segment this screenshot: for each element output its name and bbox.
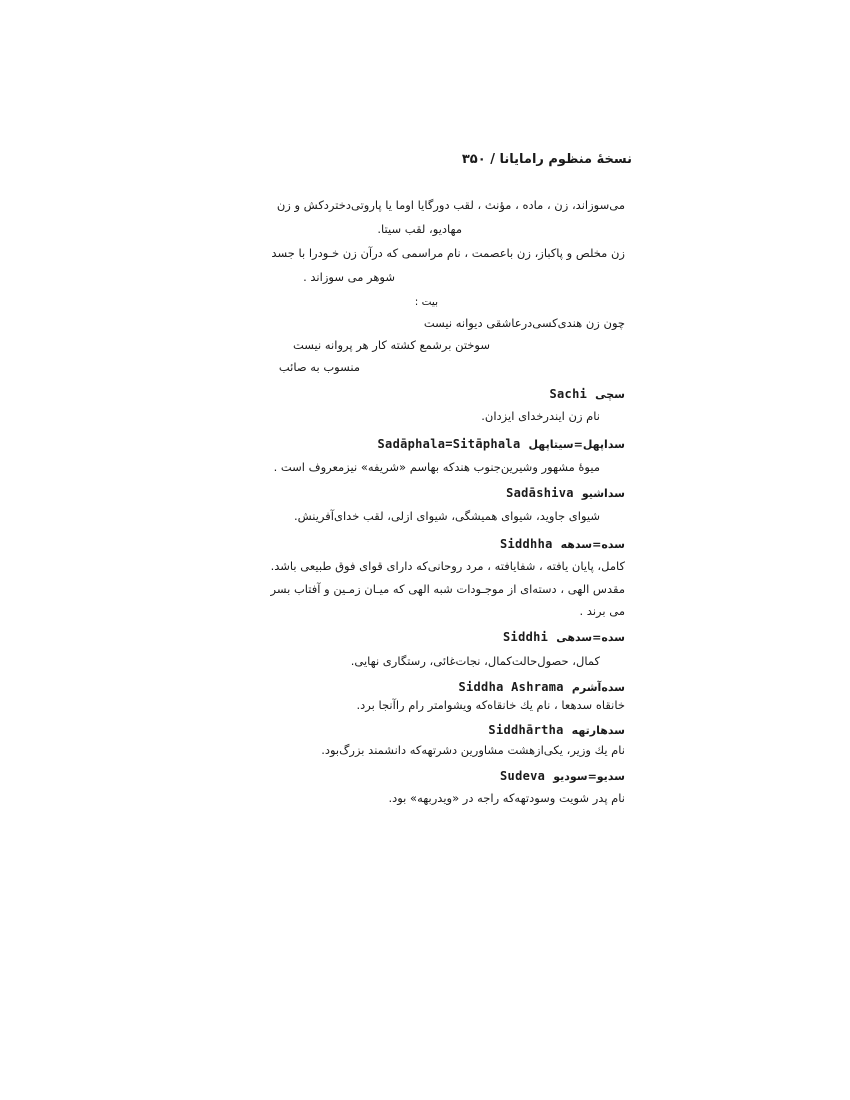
verse-line-2: سوختن برشمع کشته کار هر پروانه نیست [293,338,490,352]
entry-latin: Siddhi [503,630,549,644]
intro-line: شوهر می سوزاند . [303,270,395,284]
verse-line-1: چون زن هندی‌کسی‌درعاشقی دیوانه نیست [423,316,625,330]
entry-latin: Sachi [549,387,588,401]
verse-attribution: منسوب به صائب [278,360,360,374]
entry-persian: سچی [595,388,625,401]
entry-heading [378,437,625,451]
intro-line: زن مخلص و پاکباز، زن باعصمت ، نام مراسمی که درآن زن خـودرا با جسد [271,246,625,260]
entry-persian: سداشیو [581,487,625,500]
entry-persian: سده=سدهی [556,631,625,644]
entry-line: شیوای جاوید، شیوای همیشگی، شیوای ازلی، لقب خدای‌آفرینش. [293,509,600,523]
entry-latin: Sudeva [500,769,546,783]
entry-persian: سدیو=سودیو [553,770,625,783]
entry-heading [500,537,625,551]
entry-latin: Sadāphala=Sitāphala [377,437,521,451]
entry-heading [503,630,625,644]
entry-persian: سده‌آشرم [571,681,625,694]
entry-heading [506,486,625,500]
entry-line: نام زن ایندرخدای ایزدان. [481,409,600,423]
entry-line: نام یك وزیر، یکی‌ازهشت مشاورین دشرتهه‌که دانشمند بزرگ‌بود. [321,743,625,757]
entry-line: کامل، پایان یافته ، شفایافته ، مرد روحانی‌که دارای قوای فوق طبیعی باشد. [270,559,625,573]
entry-line: نام پدر شویت وسودتهه‌که راجه در «ویدربهه» بود. [388,791,625,805]
entry-persian: سده=سدهه [560,538,625,551]
entry-persian: سدهارتهه [571,724,625,737]
entry-line: مقدس الهی ، دسته‌ای از موجـودات شبه الهی که میـان زمـین و آفتاب بسر [270,582,625,596]
entry-heading [550,387,626,401]
entry-line: کمال، حصول‌حالت‌کمال، نجات‌غائی، رستگاری نهایی. [350,654,600,668]
entry-latin: Siddhārtha [488,723,564,737]
entry-heading [488,723,625,737]
entry-heading [500,769,625,783]
entry-latin: Siddhha [499,537,553,551]
entry-persian: سداپهل=سیتاپهل [528,438,625,451]
verse-label: بیت : [414,296,438,308]
entry-heading [458,680,625,694]
page-header: نسخهٔ منظوم رامایانا / ۳۵۰ [461,152,632,167]
entry-latin: Sadāshiva [506,486,574,500]
entry-latin: Siddha Ashrama [458,680,564,694]
entry-line: خانقاه سدهعا ، نام یك خانقاه‌که ویشوامتر رام راآنجا برد. [356,698,625,712]
intro-line: می‌سوزاند، زن ، ماده ، مؤنث ، لقب دورگایا اوما یا پاروتی‌دختردکش و زن [276,198,625,212]
entry-line: می برند . [579,604,625,618]
entry-line: میوهٔ مشهور وشیرین‌جنوب هندکه بهاسم «شریفه» نیزمعروف است . [273,460,600,474]
intro-line: مهادیو، لقب سیتا. [377,222,462,236]
